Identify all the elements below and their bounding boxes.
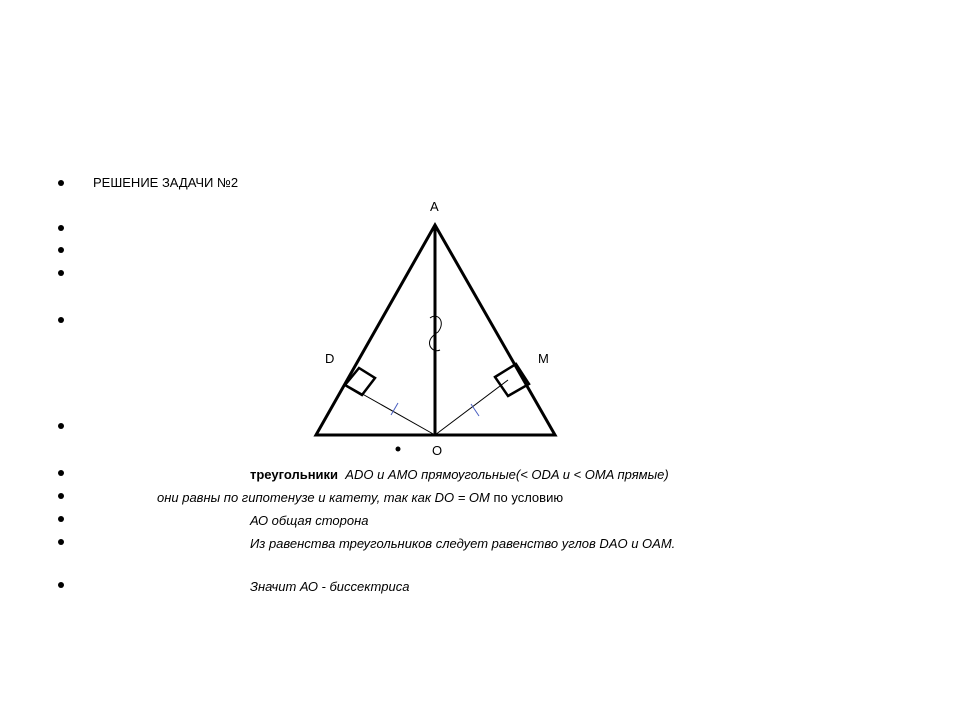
label-d: D — [325, 351, 335, 366]
label-o: O — [432, 443, 443, 458]
text-line-3: АО общая сторона — [250, 513, 369, 528]
text-line-2-rest: по условию — [493, 490, 564, 505]
label-m: M — [538, 351, 549, 366]
text-line-2-italic: они равны по гипотенузе и катету, так как DO = OM — [157, 490, 490, 505]
tick-om — [471, 404, 479, 416]
text-line-1 — [250, 467, 669, 483]
label-a: A — [430, 199, 439, 214]
text-line-5: Значит АО - биссектриса — [250, 579, 410, 594]
text-line-2 — [157, 490, 563, 506]
segment-om — [435, 380, 508, 435]
text-line-1-rest: ADO и AMO прямоугольные(< ODA и < OMA прямые) — [345, 467, 669, 482]
text-line-1-bold: треугольники — [250, 467, 339, 482]
solution-title: РЕШЕНИЕ ЗАДАЧИ №2 — [93, 175, 239, 190]
dot-near-o — [396, 447, 401, 452]
right-angle-d — [345, 368, 375, 395]
text-line-4: Из равенства треугольников следует равенство углов DAO и OAM. — [250, 536, 676, 551]
